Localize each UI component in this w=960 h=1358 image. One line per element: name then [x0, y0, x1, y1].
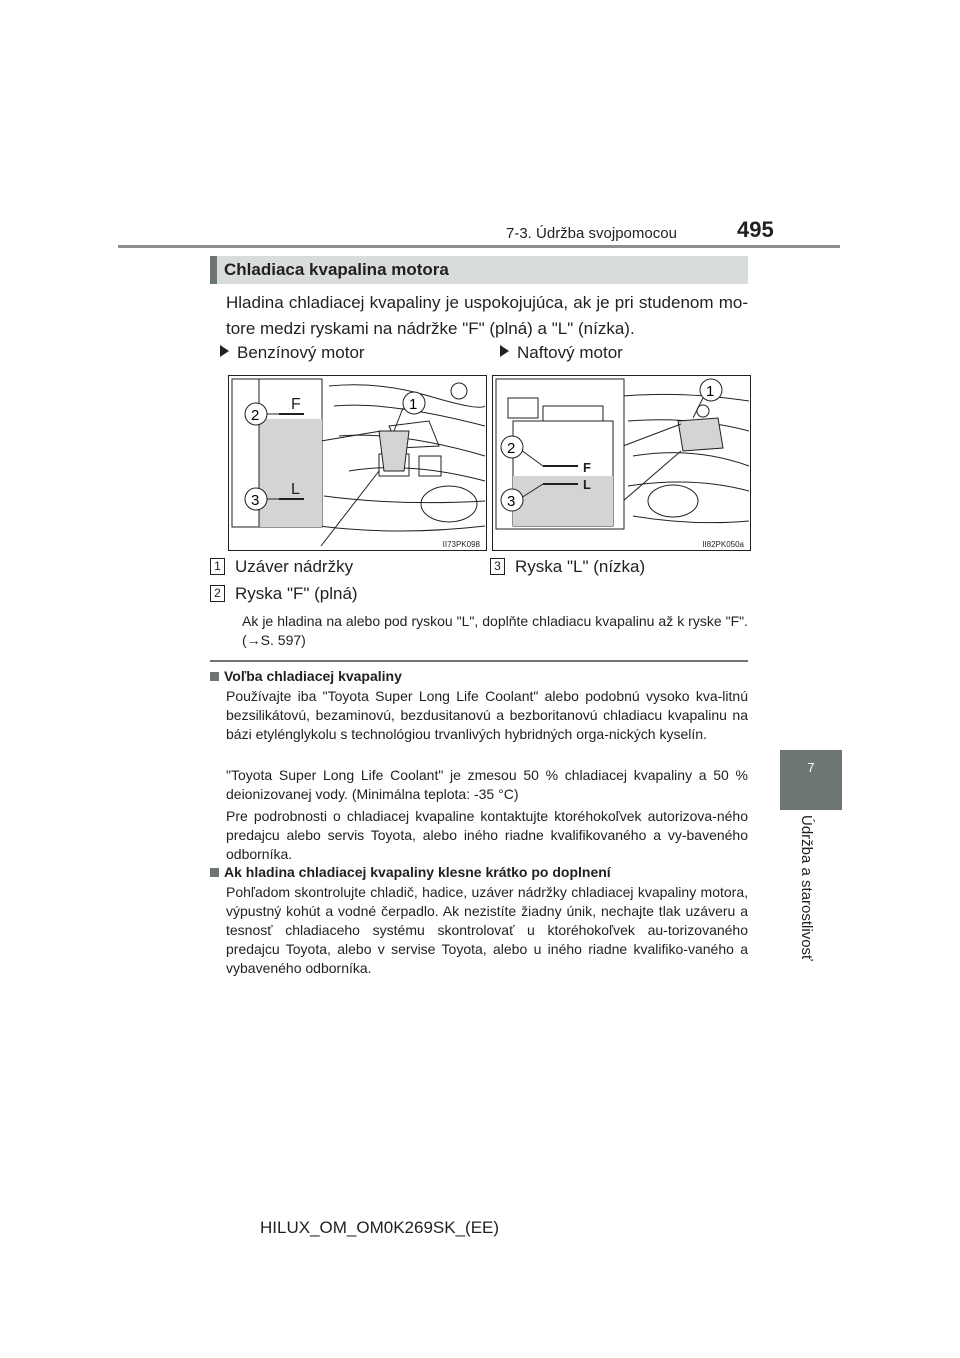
paragraph-level-drop: Pohľadom skontrolujte chladič, hadice, uzáver nádržky chladiacej kvapaliny motora, výpustný kohút a vodné čerpadlo. Ak nezistíte žiadny únik, nechajte tlak uzáveru a tesnosť chladiaceho systému skontrolovať u ktoréhokoľvek au-torizovaného predajcu Toyota, alebo v servise Toyota, alebo u iného riadne kvalifiko-vaného a vybaveného odborníka. — [226, 884, 748, 976]
fig-left-callout-2: 2 — [251, 407, 260, 424]
triangle-bullet-icon — [220, 345, 229, 357]
subsection-heading-level-drop — [210, 864, 611, 880]
intro-paragraph: Hladina chladiacej kvapaliny je uspokojujúca, ak je pri studenom mo-tore medzi ryskami na nádržke "F" (plná) a "L" (nízka). — [226, 293, 748, 338]
legend-number-2: 2 — [210, 585, 225, 602]
fig-left-mark-l: L — [291, 481, 300, 498]
paragraph-coolant-3: Pre podrobnosti o chladiacej kvapaline kontaktujte ktoréhokoľvek autorizova-ného predajcu alebo servis Toyota, alebo iného riadne kvalifikovaného a vy-baveného odborníka. — [226, 808, 748, 862]
section-title: Chladiaca kvapalina motora — [224, 260, 449, 279]
fig-right-mark-l: L — [583, 477, 591, 492]
legend-number-1: 1 — [210, 558, 225, 575]
diesel-coolant-illustration — [492, 375, 751, 551]
page-number: 495 — [737, 217, 774, 242]
refill-note: Ak je hladina na alebo pod ryskou "L", doplňte chladiacu kvapalinu až k ryske "F". (→S. 597) — [242, 613, 748, 648]
square-bullet-icon — [210, 672, 219, 681]
legend-label-3: Ryska "L" (nízka) — [515, 557, 646, 576]
paragraph-coolant-2: "Toyota Super Long Life Coolant" je zmesou 50 % chladiacej kvapaliny a 50 % deionizovanej vody. (Minimálna teplota: -35 °C) — [226, 767, 748, 802]
square-bullet-icon — [210, 868, 219, 877]
fig-left-mark-f: F — [291, 396, 301, 413]
legend-item-2 — [210, 584, 358, 604]
figure-code-left: II73PK098 — [442, 540, 480, 549]
fig-right-callout-3: 3 — [507, 493, 516, 510]
document-footer-code: HILUX_OM_OM0K269SK_(EE) — [260, 1218, 500, 1237]
subsection-title-1: Voľba chladiacej kvapaliny — [224, 668, 402, 684]
chapter-tab[interactable] — [780, 750, 842, 810]
chapter-side-label: Údržba a starostlivosť — [798, 815, 815, 961]
variant-diesel-label: Naftový motor — [517, 343, 623, 362]
variant-gasoline — [220, 343, 365, 363]
fig-left-callout-3: 3 — [251, 492, 260, 509]
legend-item-1 — [210, 557, 353, 577]
legend-label-1: Uzáver nádržky — [235, 557, 354, 576]
fig-right-callout-1: 1 — [706, 383, 715, 400]
gasoline-engine-drawing — [229, 376, 486, 550]
fig-right-callout-2: 2 — [507, 440, 516, 457]
subsection-title-2: Ak hladina chladiacej kvapaliny klesne krátko po doplnení — [224, 864, 611, 880]
section-accent — [210, 256, 217, 284]
header-divider — [118, 245, 840, 248]
variant-gasoline-label: Benzínový motor — [237, 343, 365, 362]
subsection-heading-coolant-choice — [210, 668, 402, 684]
fig-left-callout-1: 1 — [409, 396, 418, 413]
chapter-tab-number: 7 — [807, 760, 815, 775]
legend-label-2: Ryska "F" (plná) — [235, 584, 358, 603]
chapter-subtitle: 7-3. Údržba svojpomocou — [506, 225, 677, 242]
section-divider — [210, 660, 748, 662]
diesel-engine-drawing — [493, 376, 750, 550]
paragraph-coolant-1: Používajte iba "Toyota Super Long Life Coolant" alebo podobnú vysoko kva-litnú bezsilikátovú, bezaminovú, bezdusitanovú a bezboritanovú chladiacu kvapalinu na bázi etylénglykolu s technológiou trvanlivých hybridných orga-nických kyselín. — [226, 688, 748, 742]
legend-item-3 — [490, 557, 645, 577]
fig-right-mark-f: F — [583, 460, 591, 475]
legend-number-3: 3 — [490, 558, 505, 575]
variant-diesel — [500, 343, 623, 363]
figure-code-right: II82PK050a — [702, 540, 744, 549]
triangle-bullet-icon — [500, 345, 509, 357]
gasoline-coolant-illustration — [228, 375, 487, 551]
